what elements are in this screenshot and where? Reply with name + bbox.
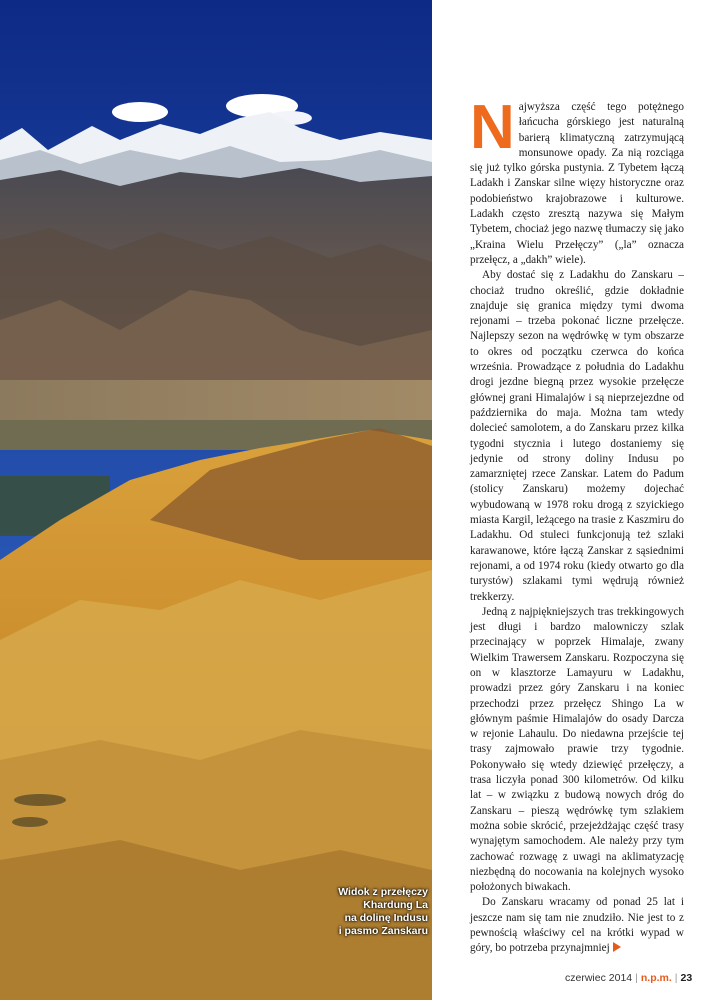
- article-paragraph: Jedną z najpiękniejszych tras trekkingowych jest długi i bardzo malowniczy szlak przecinający w poprzek Himalaje, zwany Wielkim Trawersem Zanskaru. Rozpoczyna się on w klasztorze Lamayuru w Ladakhu, prowadzi przez góry Zanskaru i na koniec przechodzi przez przełęcz Shingo La w głównym paśmie Himalajów do osady Darcza w rejonie Lahaulu. Do niedawna przejście tej trasy zajmowało prawie trzy tygodnie. Pokonywało się wtedy dziewięć przełęczy, a trasa liczyła ponad 300 kilometrów. Od kilku lat – w związku z budową nowych dróg do Zanskaru – pieszą wędrówkę tym szlakiem można sobie skrócić, przejeżdżając część trasy wynajętym samochodem. Ale należy przy tym zachować rozwagę z uwagi na aklimatyzację niezbędną do nocowania na kolejnych wysoko położonych biwakach.: [470, 605, 684, 894]
- footer-separator: |: [635, 972, 638, 984]
- article-paragraph: [470, 93, 684, 268]
- article-body: [470, 93, 684, 957]
- article-paragraph: Aby dostać się z Ladakhu do Zanskaru – chociaż trudno określić, gdzie dokładnie znajduje się granica między tymi dwoma rejonami – trzeba pokonać liczne przełęcze. Najlepszy sezon na wędrówkę w tym obszarze to okres od początku czerwca do końca września. Prowadzące z południa do Ladakhu drogi jezdne biegną przez wysokie przełęcze głównej grani Himalajów i są nieprzejezdne od października do maja. Można tam wtedy dolecieć samolotem, a do Zanskaru przez kilka tygodni stycznia i lutego dostaniemy się jedynie od strony doliny Indusu po zamarzniętej rzece Zanskar. Latem do Padum (stolicy Zanskaru) możemy dojechać wybudowaną w 1978 roku drogą z szyickiego miasta Kargil, leżącego na trasie z Kaszmiru do Ladakhu. Od stuleci funkcjonują też szlaki karawanowe, które łączą Zanskar z sąsiednimi rejonami, a od 1974 roku (kiedy otwarto go dla turystów) szlakami tymi wędrują również trekkerzy.: [470, 269, 684, 603]
- caption-line: na dolinę Indusu: [344, 912, 428, 924]
- paragraph-text: Do Zanskaru wracamy od ponad 25 lat i jeszcze nam się tam nie znudziło. Nie jest to z pewnością właściwy cel na krótki wypad w góry, bo potrzeba przynajmniej: [470, 896, 684, 955]
- caption-line: i pasmo Zanskaru: [338, 925, 428, 937]
- drop-cap: N: [470, 93, 515, 162]
- page-number: 23: [680, 972, 693, 984]
- photo-caption: [318, 886, 428, 938]
- article-paragraph: [470, 895, 684, 956]
- continue-arrow-icon: [613, 942, 621, 952]
- footer-separator: |: [674, 972, 678, 984]
- caption-line: Khardung La: [363, 899, 428, 911]
- caption-line: Widok z przełęczy: [338, 886, 428, 898]
- paragraph-text: ajwyższa część tego potężnego łańcucha górskiego jest naturalną barierą klimatyczną zatrzymującą monsunowe opady. Za nią rozciąga się już tylko górska pustynia. Z Tybetem łączą Ladakh i Zanskar silne więzy historyczne oraz podobieństwo krajobrazowe i kulturowe. Ladakh często zresztą nazywa się Małym Tybetem, chociaż jego nazwę tłumaczy się jako „Kraina Wielu Przełęczy” („la” oznacza przełęcz, a „dakh” wiele).: [470, 101, 684, 266]
- magazine-brand: n.p.m.: [640, 972, 672, 984]
- page-footer: [565, 972, 705, 984]
- issue-date: czerwiec 2014: [565, 972, 633, 984]
